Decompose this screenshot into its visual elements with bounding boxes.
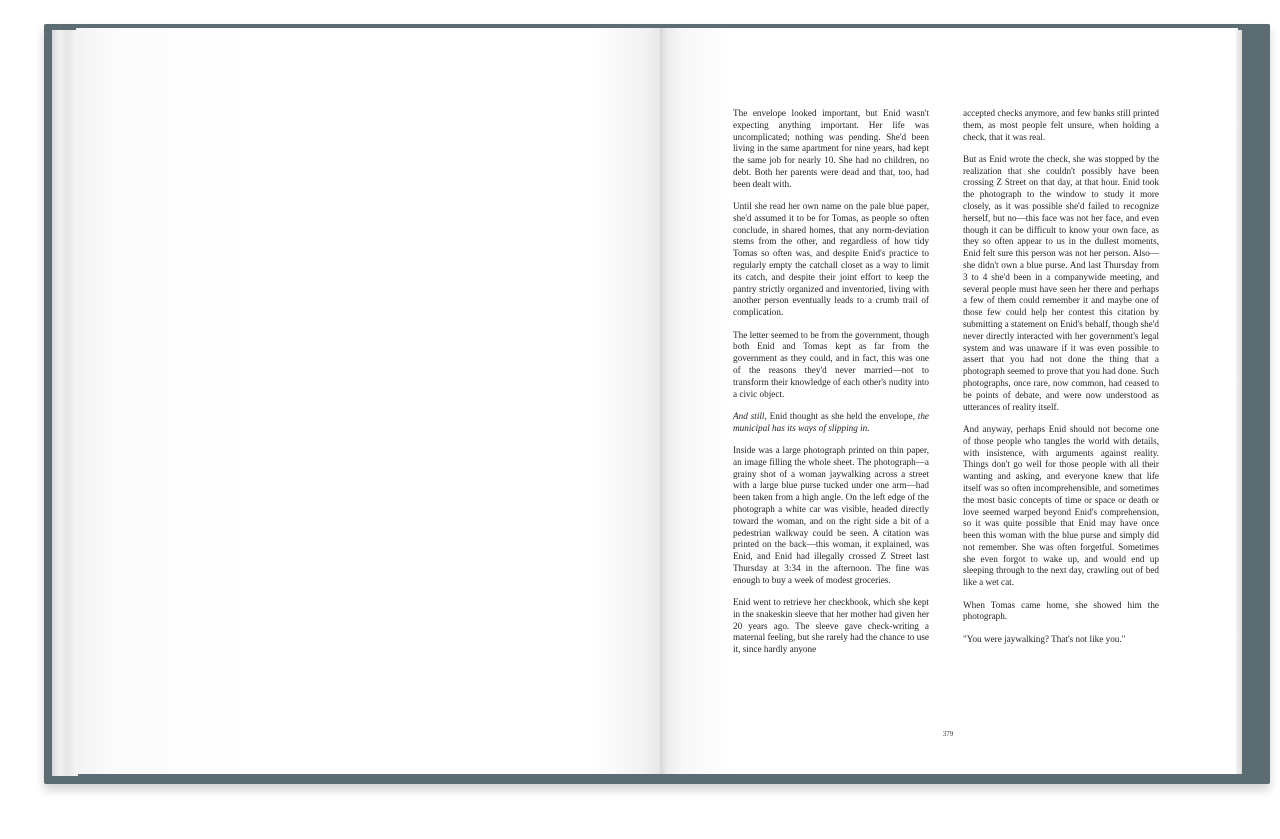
paragraph <box>733 411 929 435</box>
page-number: 379 <box>942 730 954 738</box>
text-column-left <box>733 108 929 666</box>
paragraph: And anyway, perhaps Enid should not become one of those people who tangles the world with details, with insistence, with arguments against reality. Things don't go well for those people with all their wanting and asking, and everyone knew that life itself was so often incomprehensible, and sometimes the most basic concepts of time or space or death or love seemed warped beyond Enid's comprehension, so it was quite possible that Enid may have once been this woman with the blue purse and simply did not remember. She was often forgetful. Sometimes she even forgot to wake up, and would end up sleeping through to the next day, crawling out of bed like a wet cat. <box>963 423 1159 588</box>
italic-phrase: And still, <box>733 410 767 421</box>
right-page-edges <box>1236 30 1242 774</box>
left-page-blank <box>76 28 662 774</box>
paragraph: Enid went to retrieve her checkbook, which she kept in the snakeskin sleeve that her mother had given her 20 years ago. The sleeve gave check-writing a maternal feeling, but she rarely had the chance to use it, since hardly anyone <box>733 596 929 655</box>
paragraph: accepted checks anymore, and few banks still printed them, as most people felt unsure, when holding a check, that it was real. <box>963 108 1159 142</box>
paragraph: Until she read her own name on the pale blue paper, she'd assumed it to be for Tomas, as people so often conclude, in shared homes, that any norm-deviation stems from the other, and regardless of how tidy Tomas so often was, and despite Enid's practice to regularly empty the catchall closet as a way to limit its catch, and despite their joint effort to keep the pantry strictly organized and inventoried, living with another person eventually leads to a crumb trail of complication. <box>733 201 929 318</box>
page-block-edges <box>52 30 78 776</box>
paragraph: But as Enid wrote the check, she was stopped by the realization that she couldn't possibly have been crossing Z Street on that day, at that hour. Enid took the photograph to the window to study it more closely, as it was possible she'd failed to recognize herself, but no—this face was not her face, and even though it can be difficult to know your own face, as they so often appear to us in the dullest moments, Enid felt sure this person was not her person. Also—she didn't own a blue purse. And last Thursday from 3 to 4 she'd been in a companywide meeting, and several people must have seen her there and perhaps a few of them could remember it and maybe one of those few could help her contest this citation by submitting a statement on Enid's behalf, though she'd never directly interacted with her government's legal system and was unaware if it was even possible to assert that you had not done the thing that a photograph seemed to prove that you had done. Such photographs, once rare, now common, had ceased to be points of debate, and were now understood as utterances of reality itself. <box>963 153 1159 412</box>
book-gutter <box>660 28 668 774</box>
paragraph: "You were jaywalking? That's not like you." <box>963 633 1126 644</box>
italic-phrase: the municipal has its ways of slipping in. <box>733 410 929 433</box>
paragraph: The envelope looked important, but Enid wasn't expecting anything important. Her life was uncomplicated; nothing was pending. She'd been living in the same apartment for nine years, had kept the same job for nearly 10. She had no children, no debt. Both her parents were dead and that, too, had been dealt with. <box>733 108 929 189</box>
text-column-right <box>963 108 1159 656</box>
paragraph: When Tomas came home, she showed him the photograph. <box>963 599 1159 622</box>
paragraph: Inside was a large photograph printed on thin paper, an image filling the whole sheet. The photograph—a grainy shot of a woman jaywalking across a street with a large blue purse tucked under one arm—had been taken from a high angle. On the left edge of the photograph a white car was visible, headed directly toward the woman, and on the right side a bit of a pedestrian walkway could be seen. A citation was printed on the back—this woman, it explained, was Enid, and Enid had illegally crossed Z Street last Thursday at 3:34 in the afternoon. The fine was enough to buy a week of modest groceries. <box>733 444 929 585</box>
paragraph-text: Enid thought as she held the envelope, <box>766 410 918 421</box>
paragraph: The letter seemed to be from the government, though both Enid and Tomas kept as far from the government as they could, and in fact, this was one of the reasons they'd never married—not to transform their knowledge of each other's nudity into a civic object. <box>733 329 929 399</box>
